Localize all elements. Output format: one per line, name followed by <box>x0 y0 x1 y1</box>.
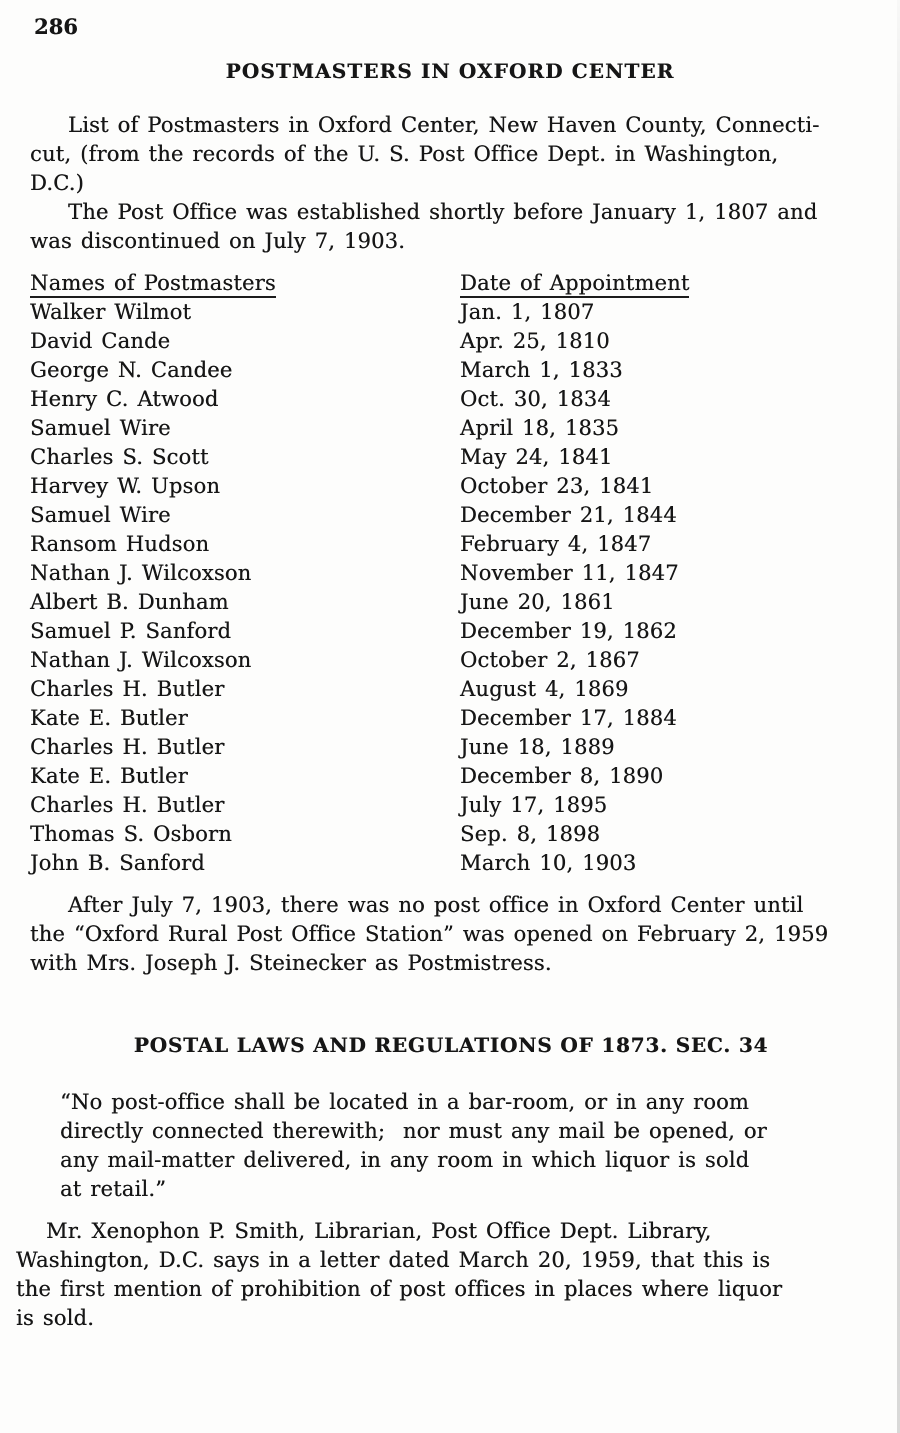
postmaster-name: Walker Wilmot <box>30 300 192 324</box>
table-row <box>30 733 872 762</box>
intro-line: cut, (from the records of the U. S. Post Office Dept. in Washington, <box>30 142 779 166</box>
appointment-date: December 17, 1884 <box>460 706 677 730</box>
appointment-date: December 19, 1862 <box>460 619 677 643</box>
table-row <box>30 559 872 588</box>
regulations-heading: POSTAL LAWS AND REGULATIONS OF 1873. SEC. 34 <box>133 1033 769 1057</box>
postmaster-name: Charles H. Butler <box>30 735 225 759</box>
table-row <box>30 820 872 849</box>
intro-line: List of Postmasters in Oxford Center, New Haven County, Connecti- <box>68 113 820 137</box>
intro-line: D.C.) <box>30 171 84 195</box>
librarian-note-line: Mr. Xenophon P. Smith, Librarian, Post Office Dept. Library, <box>46 1219 712 1243</box>
postmaster-name: George N. Candee <box>30 358 233 382</box>
regulation-quote-block <box>60 1088 802 1204</box>
established-paragraph <box>30 198 872 256</box>
quote-line: directly connected therewith; nor must any mail be opened, or <box>60 1119 767 1143</box>
postmaster-name: Ransom Hudson <box>30 532 210 556</box>
appointment-date: October 2, 1867 <box>460 648 640 672</box>
appointment-date: March 1, 1833 <box>460 358 623 382</box>
column-header-date: Date of Appointment <box>460 270 689 298</box>
column-header-names: Names of Postmasters <box>30 270 276 298</box>
appointment-date: Jan. 1, 1807 <box>460 300 595 324</box>
table-row <box>30 385 872 414</box>
table-row <box>30 588 872 617</box>
quote-line: any mail-matter delivered, in any room in which liquor is sold <box>60 1148 750 1172</box>
appointment-date: May 24, 1841 <box>460 445 613 469</box>
table-row <box>30 617 872 646</box>
appointment-date: Oct. 30, 1834 <box>460 387 611 411</box>
table-row <box>30 762 872 791</box>
appointment-date: August 4, 1869 <box>460 677 629 701</box>
appointment-date: Sep. 8, 1898 <box>460 822 601 846</box>
table-header-row <box>30 269 872 298</box>
postmaster-name: Charles H. Butler <box>30 793 225 817</box>
appointment-date: June 20, 1861 <box>460 590 615 614</box>
intro-paragraph <box>30 111 872 198</box>
librarian-note-line: the first mention of prohibition of post offices in places where liquor <box>16 1277 783 1301</box>
established-line: was discontinued on July 7, 1903. <box>30 229 406 253</box>
postmaster-name: Thomas S. Osborn <box>30 822 232 846</box>
table-row <box>30 530 872 559</box>
table-row <box>30 675 872 704</box>
appointment-date: February 4, 1847 <box>460 532 652 556</box>
postmasters-table <box>30 269 872 878</box>
appointment-date: June 18, 1889 <box>460 735 615 759</box>
appointment-date: March 10, 1903 <box>460 851 637 875</box>
after-closure-line: with Mrs. Joseph J. Steinecker as Postmistress. <box>30 951 552 975</box>
page-content <box>0 111 900 1333</box>
postmaster-name: Samuel Wire <box>30 416 171 440</box>
appointment-date: July 17, 1895 <box>460 793 608 817</box>
postmaster-name: Samuel Wire <box>30 503 171 527</box>
appointment-date: April 18, 1835 <box>460 416 620 440</box>
librarian-note-paragraph <box>16 1217 872 1333</box>
table-row <box>30 414 872 443</box>
quote-line: at retail.” <box>60 1177 167 1201</box>
postmaster-name: Nathan J. Wilcoxson <box>30 561 252 585</box>
postmaster-name: Charles H. Butler <box>30 677 225 701</box>
after-closure-line: After July 7, 1903, there was no post office in Oxford Center until <box>68 893 804 917</box>
established-line: The Post Office was established shortly before January 1, 1807 and <box>68 200 818 224</box>
appointment-date: Apr. 25, 1810 <box>460 329 610 353</box>
table-row <box>30 443 872 472</box>
postmaster-name: Kate E. Butler <box>30 706 188 730</box>
appointment-date: October 23, 1841 <box>460 474 654 498</box>
postmaster-name: Charles S. Scott <box>30 445 209 469</box>
table-row <box>30 327 872 356</box>
table-row <box>30 791 872 820</box>
postmaster-name: Albert B. Dunham <box>30 590 229 614</box>
quote-line: “No post-office shall be located in a bar-room, or in any room <box>60 1090 749 1114</box>
appointment-date: November 11, 1847 <box>460 561 679 585</box>
after-closure-paragraph <box>30 891 872 978</box>
table-row <box>30 298 872 327</box>
librarian-note-line: is sold. <box>16 1306 95 1330</box>
appointment-date: December 8, 1890 <box>460 764 664 788</box>
postmaster-name: Harvey W. Upson <box>30 474 221 498</box>
table-row <box>30 646 872 675</box>
table-row <box>30 356 872 385</box>
postmaster-name: Henry C. Atwood <box>30 387 219 411</box>
appointment-date: December 21, 1844 <box>460 503 677 527</box>
postmaster-name: David Cande <box>30 329 171 353</box>
postmaster-name: John B. Sanford <box>30 851 205 875</box>
postmaster-name: Kate E. Butler <box>30 764 188 788</box>
page-number: 286 <box>34 14 78 39</box>
table-row <box>30 849 872 878</box>
table-row <box>30 704 872 733</box>
after-closure-line: the “Oxford Rural Post Office Station” was opened on February 2, 1959 <box>30 922 829 946</box>
table-row <box>30 472 872 501</box>
page-title: POSTMASTERS IN OXFORD CENTER <box>225 59 675 83</box>
librarian-note-line: Washington, D.C. says in a letter dated March 20, 1959, that this is <box>16 1248 771 1272</box>
postmaster-name: Samuel P. Sanford <box>30 619 232 643</box>
postmaster-name: Nathan J. Wilcoxson <box>30 648 252 672</box>
table-row <box>30 501 872 530</box>
